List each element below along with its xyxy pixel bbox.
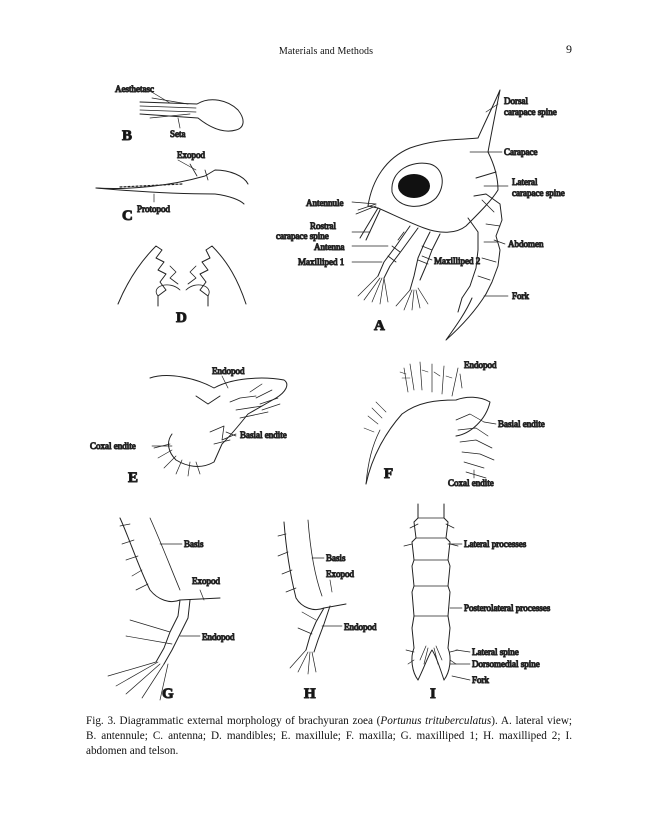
label-carapace-spine-rostral: carapace spine: [276, 231, 329, 241]
label-lateral: Lateral: [512, 177, 538, 187]
panel-a-zoea-lateral: [352, 90, 508, 340]
page-number: 9: [566, 42, 572, 56]
panel-label-e: E: [128, 470, 139, 486]
running-header: Materials and Methods: [278, 46, 374, 57]
label-antennule: Antennule: [306, 198, 344, 208]
figure-caption: [86, 714, 572, 759]
label-lateral-spine: Lateral spine: [472, 647, 519, 657]
label-rostral: Rostral: [310, 221, 336, 231]
label-endopod-h: Endopod: [344, 622, 377, 632]
label-coxal-endite-e: Coxal endite: [90, 441, 136, 451]
label-carapace-spine-lateral: carapace spine: [512, 188, 565, 198]
label-aesthetasc: Aesthetasc: [115, 84, 154, 94]
caption-species: Portunus trituberculatus: [380, 715, 492, 727]
label-endopod-e: Endopod: [212, 366, 245, 376]
label-fork-i: Fork: [472, 675, 490, 685]
caption-prefix: Fig. 3. Diagrammatic external morphology of brachyuran zoea (: [86, 715, 381, 727]
label-maxilliped-2: Maxilliped 2: [434, 256, 481, 266]
label-basial-endite-e: Basial endite: [240, 430, 287, 440]
label-posterolateral-processes: Posterolateral processes: [464, 603, 551, 613]
label-abdomen: Abdomen: [508, 239, 544, 249]
label-dorsal: Dorsal: [504, 96, 528, 106]
label-carapace: Carapace: [504, 147, 538, 157]
label-basis-g: Basis: [184, 539, 204, 549]
panel-label-a: A: [374, 318, 385, 334]
panel-d-mandibles: [118, 246, 246, 306]
label-seta: Seta: [170, 129, 186, 139]
label-coxal-endite-f: Coxal endite: [448, 478, 494, 488]
caption-suffix: ). A. lateral view; B. antennule; C. antenna; D. mandibles; E. maxillule; F. maxilla; G. maxilliped 1; H. maxilliped 2; I. abdomen and telson.: [86, 715, 573, 757]
label-basis-h: Basis: [326, 553, 346, 563]
panel-label-i: I: [430, 686, 436, 702]
panel-label-b: B: [122, 128, 133, 144]
label-exopod-h: Exopod: [326, 569, 354, 579]
label-exopod-c: Exopod: [177, 150, 205, 160]
panel-label-h: H: [304, 686, 316, 702]
panel-label-c: C: [122, 208, 133, 224]
panel-label-g: G: [162, 686, 174, 702]
label-basial-endite-f: Basial endite: [498, 419, 545, 429]
panel-b-antennule: [140, 91, 243, 131]
label-endopod-g: Endopod: [202, 632, 235, 642]
panel-label-f: F: [384, 466, 394, 482]
label-dorsomedial-spine: Dorsomedial spine: [472, 659, 540, 669]
label-antenna: Antenna: [314, 242, 345, 252]
panel-c-antenna: [96, 160, 248, 204]
panel-e-maxillule: [150, 376, 287, 476]
label-exopod-g: Exopod: [192, 576, 220, 586]
panel-i-abdomen-telson: [404, 504, 470, 680]
label-endopod-f: Endopod: [464, 360, 497, 370]
label-carapace-spine-dorsal: carapace spine: [504, 107, 557, 117]
label-lateral-processes: Lateral processes: [464, 539, 527, 549]
label-fork-a: Fork: [512, 291, 530, 301]
label-maxilliped-1: Maxilliped 1: [298, 257, 345, 267]
panel-h-maxilliped-2: [278, 520, 346, 674]
label-protopod: Protopod: [137, 204, 171, 214]
panel-label-d: D: [176, 310, 187, 326]
